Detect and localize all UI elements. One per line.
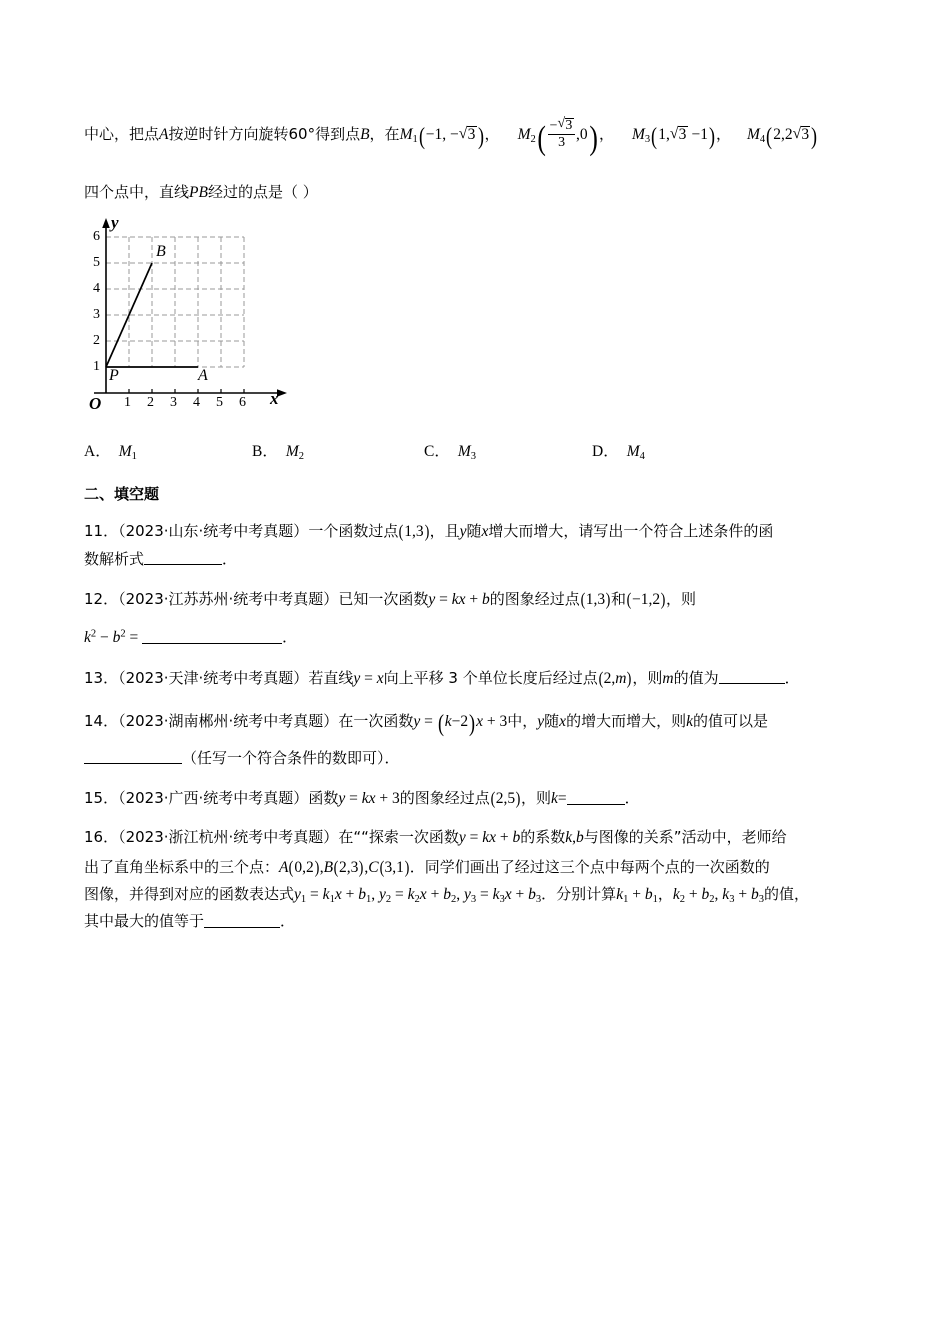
- q11-point: (1,3): [398, 520, 429, 541]
- intro-line-1: [84, 118, 870, 159]
- intro-var-a: A: [159, 126, 169, 144]
- choice-a-label: M: [118, 442, 132, 460]
- intro-text-before: 中心，把点: [84, 125, 160, 144]
- intro-line-2: [84, 185, 870, 201]
- q12-body-3: 和: [611, 590, 627, 609]
- q15-var-k: k: [551, 790, 558, 808]
- q13-var-m: m: [662, 669, 674, 687]
- q15-body-4: =: [557, 790, 567, 808]
- q11-body-1: 一个函数过点: [308, 521, 399, 540]
- q16-points: A(0,2),B(2,3),C(3,1): [279, 856, 410, 877]
- coordinate-figure: [84, 211, 324, 433]
- figure-ytick-6: 6: [93, 228, 100, 244]
- q16-line3-b: ．分别计算: [541, 885, 617, 904]
- q15-answer-blank[interactable]: [567, 789, 625, 805]
- q15-point: (2,5): [490, 788, 521, 809]
- question-14-line-2: [84, 746, 870, 773]
- q14-body-2: 中，: [507, 712, 538, 731]
- q16-sums-sep: ，: [657, 885, 673, 904]
- figure-point-p: P: [109, 366, 119, 384]
- figure-xtick-6: 6: [239, 394, 246, 410]
- question-14-line-1: [84, 704, 870, 745]
- figure-origin-label: O: [89, 393, 102, 413]
- q12-body-4: ，则: [666, 590, 697, 609]
- q13-body-2: 向上平移 3 个单位长度后经过点: [383, 668, 598, 687]
- q12-number: 12．: [84, 590, 119, 609]
- q11-var-y: y: [459, 522, 467, 540]
- question-12-line-2: [84, 625, 870, 652]
- q15-tail: ．: [624, 789, 640, 808]
- q11-body-2: ，且: [429, 521, 460, 540]
- intro-text-after: ，在: [369, 125, 400, 144]
- q16-line3-c: 的值，: [763, 885, 809, 904]
- q15-number: 15．: [84, 789, 119, 808]
- intro-line2-var: PB: [189, 184, 208, 202]
- q14-source: （2023·湖南郴州·统考中考真题）: [118, 712, 339, 731]
- figure-xtick-1: 1: [124, 394, 131, 410]
- q11-var-x: x: [481, 522, 489, 540]
- q16-coef: k,b: [565, 828, 584, 846]
- q12-source: （2023·江苏苏州·统考中考真题）: [118, 590, 339, 609]
- q12-answer-blank[interactable]: [142, 628, 282, 644]
- intro-var-b: B: [360, 126, 370, 144]
- q16-line3-a: 图像，并得到对应的函数表达式: [84, 885, 295, 904]
- q14-body-5: 的值可以是: [692, 712, 768, 731]
- question-16-line-1: [84, 825, 870, 852]
- q15-body-1: 函数: [308, 789, 339, 808]
- q16-source: （2023·浙江杭州·统考中考真题）: [118, 827, 339, 846]
- q16-line4: 其中最大的值等于: [84, 912, 205, 931]
- q15-source: （2023·广西·统考中考真题）: [118, 789, 309, 808]
- choice-d-label: M: [626, 442, 640, 460]
- choice-c-sub: 3: [470, 450, 477, 462]
- figure-point-b: B: [156, 242, 166, 260]
- q13-number: 13．: [84, 668, 119, 687]
- document-content: [84, 118, 870, 947]
- question-11-line-1: [84, 516, 870, 547]
- q14-body-4: 的增大而增大，则: [566, 712, 687, 731]
- point-m4: $M_4(2,2$ √ 3): [747, 126, 818, 143]
- q11-body-4: 增大而增大，请写出一个符合上述条件的函: [488, 521, 774, 540]
- q12-expr: y = kx + b: [428, 591, 490, 609]
- q16-body-3: 与图像的关系”活动中，老师给: [583, 827, 787, 846]
- q12-body-1: 已知一次函数: [338, 590, 429, 609]
- question-13-line-1: [84, 663, 870, 694]
- figure-container: [84, 211, 870, 433]
- choice-c-label: M: [457, 442, 471, 460]
- question-13: [84, 663, 870, 694]
- q16-sums-2: $k_2 + b_2$, $k_3 + b_3$: [672, 886, 764, 906]
- q16-tail: ．: [280, 912, 296, 931]
- q11-body-3: 随: [466, 521, 482, 540]
- point-m3: $M_3(1$, √ 3 −1): [632, 126, 716, 143]
- question-16-line-3: [84, 882, 870, 909]
- choice-b-key: B．: [252, 442, 278, 460]
- q16-sums-1: $k_1 + b_1$: [616, 886, 658, 906]
- intro-paragraph: [84, 118, 870, 201]
- question-11: [84, 516, 870, 573]
- point-m2: $M_2$( $\frac{- √ 3}{3}$ ,0): [518, 126, 599, 143]
- q13-source: （2023·天津·统考中考真题）: [118, 668, 309, 687]
- figure-ytick-4: 4: [93, 280, 100, 296]
- section-heading: 二、填空题: [84, 484, 160, 503]
- q15-expr: y = kx + 3: [338, 790, 400, 808]
- q13-expr: y = x: [353, 669, 384, 687]
- q13-body-1: 若直线: [308, 668, 354, 687]
- q14-answer-blank[interactable]: [84, 748, 182, 764]
- q16-exprs: $y_1 = k_1x + b_1$, $y_2 = k_2x + b_2$, $y_3 = k_3x + b_3$: [294, 886, 542, 906]
- q14-expr: y = (k−2)x + 3: [413, 711, 508, 738]
- choice-d-key: D．: [592, 442, 619, 460]
- choices-row: [84, 439, 870, 465]
- q13-body-3: ，则: [632, 668, 663, 687]
- choice-a-sub: 1: [131, 450, 137, 462]
- q14-tail: （任写一个符合条件的数即可）．: [182, 748, 400, 767]
- question-16-line-4: [84, 909, 870, 936]
- figure-ytick-5: 5: [93, 254, 100, 270]
- question-12: [84, 584, 870, 651]
- q11-body-5: 数解析式: [84, 549, 145, 568]
- q13-tail: ．: [784, 668, 800, 687]
- q16-line2-b: ．同学们画出了经过这三个点中每两个点的一次函数的: [409, 857, 770, 876]
- choice-a[interactable]: [84, 439, 137, 462]
- q16-answer-blank[interactable]: [204, 912, 280, 928]
- q11-tail: ．: [222, 549, 238, 568]
- figure-ytick-1: 1: [93, 358, 100, 374]
- q14-var-x: x: [559, 713, 567, 731]
- choice-d-sub: 4: [639, 450, 645, 462]
- figure-xtick-2: 2: [147, 394, 154, 410]
- q13-body-4: 的值为: [673, 668, 719, 687]
- choice-b-label: M: [285, 442, 299, 460]
- question-16: [84, 825, 870, 936]
- figure-point-a: A: [198, 366, 208, 384]
- q14-var-k: k: [686, 713, 693, 731]
- q14-body-1: 在一次函数: [338, 712, 414, 731]
- figure-xtick-4: 4: [193, 394, 200, 410]
- q16-expr: y = kx + b: [458, 828, 521, 846]
- q12-tail: ．: [282, 627, 298, 646]
- question-12-line-1: [84, 584, 870, 615]
- q12-body-2: 的图象经过点: [489, 590, 580, 609]
- q11-number: 11．: [84, 521, 119, 540]
- q14-number: 14．: [84, 712, 119, 731]
- choice-d[interactable]: [592, 439, 645, 462]
- question-16-line-2: [84, 852, 870, 883]
- question-15: [84, 783, 870, 814]
- choice-c-key: C．: [424, 442, 450, 460]
- q12-point-1: (1,3): [580, 589, 611, 610]
- q14-body-3: 随: [544, 712, 560, 731]
- choice-b[interactable]: [252, 439, 304, 462]
- q16-body-1: 在““探索一次函数: [338, 827, 459, 846]
- figure-y-label: y: [111, 212, 119, 232]
- q16-body-2: 的系数: [520, 827, 566, 846]
- figure-ytick-3: 3: [93, 306, 100, 322]
- q11-source: （2023·山东·统考中考真题）: [118, 521, 309, 540]
- q14-var-y: y: [537, 713, 545, 731]
- figure-xtick-3: 3: [170, 394, 177, 410]
- figure-xtick-5: 5: [216, 394, 223, 410]
- intro-line2-text: 四个点中，直线: [84, 183, 190, 202]
- q12-expr-2: $k^2 - b^2$ =: [84, 628, 143, 646]
- figure-x-label: x: [270, 388, 279, 408]
- comma-2: ，: [598, 125, 614, 144]
- question-15-line-1: [84, 783, 870, 814]
- question-14: [84, 704, 870, 772]
- coordinate-graph-svg: [84, 211, 324, 433]
- q11-answer-blank[interactable]: [144, 549, 222, 565]
- choice-c[interactable]: [424, 439, 476, 462]
- intro-line2-tail: 经过的点是（ ）: [207, 183, 318, 202]
- q16-line2-a: 出了直角坐标系中的三个点：: [84, 857, 280, 876]
- question-11-line-2: [84, 547, 870, 574]
- point-m1: $M_1(-1$, − √ 3): [400, 126, 485, 143]
- choice-b-sub: 2: [298, 450, 305, 462]
- choice-a-key: A．: [84, 442, 111, 460]
- comma-1: ，: [484, 125, 500, 144]
- q16-number: 16．: [84, 827, 119, 846]
- q13-answer-blank[interactable]: [719, 668, 785, 684]
- q15-body-3: ，则: [521, 789, 552, 808]
- comma-3: ，: [715, 125, 731, 144]
- q12-point-2: (−1,2): [626, 589, 666, 610]
- q15-body-2: 的图象经过点: [399, 789, 490, 808]
- figure-ytick-2: 2: [93, 332, 100, 348]
- q13-point: (2,m): [598, 667, 632, 688]
- intro-text-mid: 按逆时针方向旋转60°得到点: [168, 125, 361, 144]
